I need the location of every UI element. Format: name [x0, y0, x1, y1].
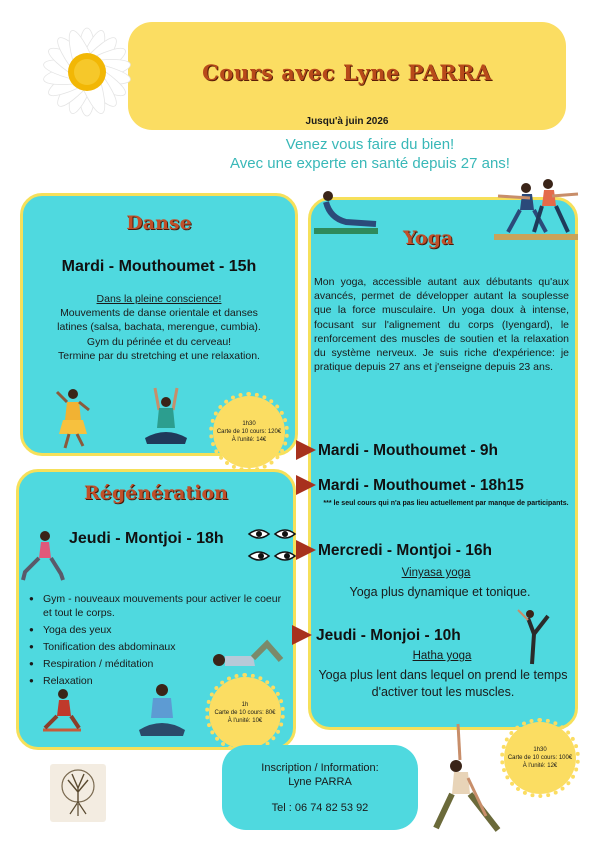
danse-line: Mouvements de danse orientale et danses — [60, 307, 258, 320]
tagline-line1: Venez vous faire du bien! — [285, 136, 455, 153]
contact-box — [222, 745, 418, 830]
lunge-exercise-illustration — [21, 528, 65, 584]
stretch-pose-illustration — [39, 684, 85, 736]
danse-slot: Mardi - Mouthoumet - 15h — [61, 258, 257, 275]
danse-line: Gym du périnée et du cerveau! — [86, 335, 232, 348]
contact-line2: Lyne PARRA — [288, 776, 352, 788]
price-card: Carte de 10 cours: 80€ — [214, 710, 276, 716]
meditation-illustration — [137, 680, 187, 738]
danse-price-badge — [213, 396, 285, 468]
danse-description — [29, 292, 289, 363]
yoga-slot-name: Jeudi - Monjoi - 10h — [316, 627, 461, 644]
page-subtitle: Jusqu'à juin 2026 — [305, 116, 389, 127]
danse-line: latines (salsa, bachata, merengue, cumbia). — [57, 321, 261, 334]
list-item: ● Tonification des abdominaux — [29, 640, 291, 654]
regeneration-price-badge — [209, 677, 281, 749]
eyes-icon — [247, 522, 299, 566]
yoga-style-desc: Yoga plus dynamique et tonique. — [349, 585, 531, 599]
danse-title: Danse — [126, 212, 192, 234]
price-unit: À l'unité: 14€ — [231, 437, 267, 443]
list-item: ● Yoga des yeux — [29, 623, 291, 637]
cobra-pose-illustration — [312, 186, 380, 238]
price-card: Carte de 10 cours: 100€ — [507, 755, 573, 761]
page-title: Cours avec Lyne PARRA — [202, 60, 492, 85]
yoga-style-label: Vinyasa yoga — [401, 567, 471, 579]
list-item: ● Respiration / méditation — [29, 657, 291, 671]
price-duration: 1h30 — [533, 747, 547, 753]
danse-line: Termine par du stretching et une relaxation. — [58, 349, 260, 362]
arrow-icon — [296, 440, 316, 460]
yoga-slot-name: Mercredi - Montjoi - 16h — [318, 542, 492, 559]
yoga-slot-2 — [296, 475, 524, 495]
meditation-arms-up-illustration — [141, 386, 191, 450]
regeneration-title: Régénération — [84, 482, 228, 504]
title-banner — [128, 22, 566, 130]
price-duration: 1h — [241, 702, 249, 708]
yoga-slot-name: Mardi - Mouthoumet - 9h — [318, 442, 498, 459]
yoga-description: Mon yoga, accessible autant aux débutants qu'aux avancés, permet de développer autant la souplesse que la force musculaire. Un yoga doux à intense, focusant sur l'alignement du corps (Iyengard), le renforcement des muscles de soutien et la relaxation du système nerveux. Je suis riche d'expérience: je pratique depuis 27 ans et j'enseigne depuis 23 ans. — [314, 276, 569, 374]
contact-phone: Tel : 06 74 82 53 92 — [271, 802, 369, 814]
yoga-slot-note: *** le seul cours qui n'a pas lieu actuellement par manque de participants. — [323, 500, 569, 507]
yoga-slot-name: Mardi - Mouthoumet - 18h15 — [318, 477, 524, 494]
yoga-slot-3 — [296, 540, 492, 560]
tree-logo — [50, 764, 106, 822]
yoga-slot-4 — [292, 625, 461, 645]
yoga-style-label: Hatha yoga — [412, 650, 472, 662]
arrow-icon — [296, 475, 316, 495]
price-unit: À l'unité: 12€ — [522, 763, 558, 769]
yoga-price-badge — [504, 722, 576, 794]
arrow-icon — [296, 540, 316, 560]
price-unit: À l'unité: 10€ — [227, 718, 263, 724]
yoga-title: Yoga — [403, 227, 454, 249]
regeneration-panel — [16, 469, 296, 750]
list-item: ● Relaxation — [29, 674, 291, 688]
tree-icon — [50, 764, 106, 822]
warrior-pose-illustration — [490, 176, 580, 242]
arrow-icon — [292, 625, 312, 645]
price-duration: 1h30 — [242, 421, 256, 427]
contact-line1: Inscription / Information: — [261, 762, 379, 774]
yoga-slot-1 — [296, 440, 498, 460]
relaxation-lying-illustration — [209, 636, 291, 672]
dancer-illustration — [53, 386, 93, 450]
danse-theme: Dans la pleine conscience! — [96, 293, 222, 305]
triangle-pose-illustration — [428, 720, 508, 836]
yoga-style-desc: Yoga plus lent dans lequel on prend le temps d'activer tout les muscles. — [318, 668, 568, 699]
daisy-flower-image — [12, 6, 162, 136]
list-item: ● Gym - nouveaux mouvements pour activer le coeur et tout le corps. — [29, 592, 291, 620]
regeneration-slot: Jeudi - Montjoi - 18h — [69, 530, 224, 547]
tagline-line2: Avec une experte en santé depuis 27 ans! — [230, 155, 510, 172]
price-card: Carte de 10 cours: 120€ — [216, 429, 282, 435]
danse-panel — [20, 193, 298, 456]
